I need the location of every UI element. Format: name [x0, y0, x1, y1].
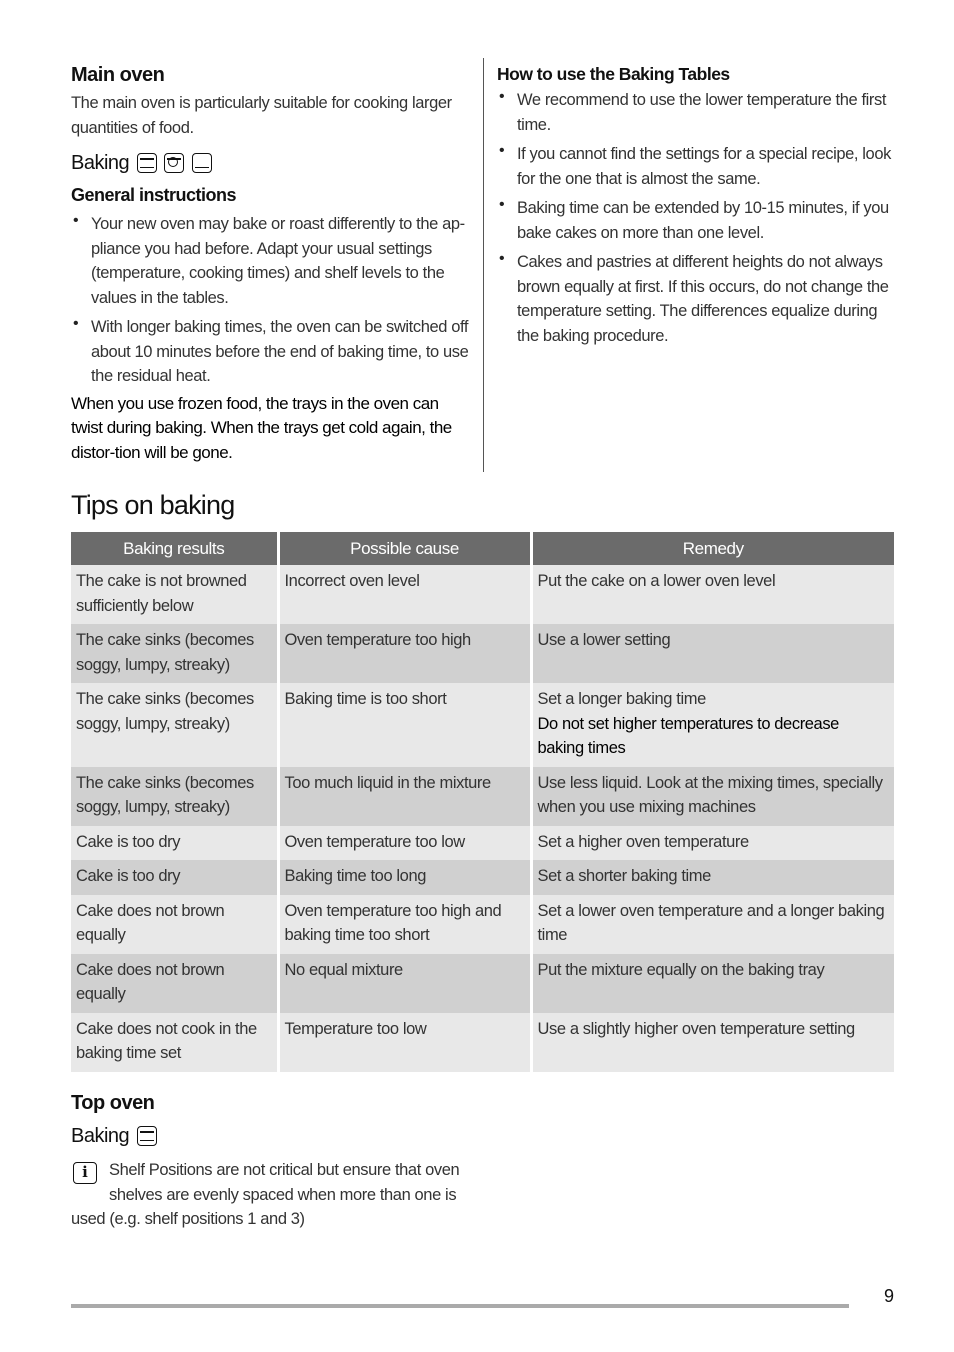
table-row — [71, 624, 894, 683]
main-oven-section — [71, 64, 471, 465]
table-header-row — [71, 532, 894, 565]
top-oven-baking-title: Baking — [71, 1125, 130, 1147]
result-cell: Cake does not brown equally — [71, 895, 278, 954]
result-cell: Cake is too dry — [71, 860, 278, 895]
table-row — [71, 895, 894, 954]
frozen-food-note: When you use frozen food, the trays in the oven can twist during baking. When the trays get cold again, the distor-tion will be gone. — [71, 393, 452, 462]
column-divider — [483, 58, 484, 472]
result-cell: The cake sinks (becomes soggy, lumpy, streaky) — [71, 767, 278, 826]
result-cell: The cake sinks (becomes soggy, lumpy, streaky) — [71, 683, 278, 767]
table-row — [71, 1013, 894, 1072]
result-cell: Cake does not cook in the baking time set — [71, 1013, 278, 1072]
table-row — [71, 565, 894, 624]
fan-oven-icon — [164, 153, 184, 173]
column-header: Possible cause — [278, 532, 531, 565]
result-cell: The cake is not browned sufficiently below — [71, 565, 278, 624]
remedy-cell: Put the cake on a lower oven level — [531, 565, 894, 624]
list-item: • With longer baking times, the oven can be switched off about 10 minutes before the end of baking time, to use the residual heat. — [73, 315, 469, 385]
footer-rule — [71, 1304, 849, 1308]
oven-top-bottom-heat-icon — [137, 153, 157, 173]
baking-heading — [71, 152, 471, 175]
list-item: • Baking time can be extended by 10-15 minutes, if you bake cakes on more than one level. — [499, 196, 889, 242]
remedy-cell: Set a higher oven temperature — [531, 826, 894, 861]
cause-cell: Oven temperature too high — [278, 624, 531, 683]
result-cell: The cake sinks (becomes soggy, lumpy, streaky) — [71, 624, 278, 683]
cause-cell: No equal mixture — [278, 954, 531, 1013]
tips-table — [71, 532, 894, 1072]
table-row — [71, 826, 894, 861]
remedy-warning: Do not set higher temperatures to decrease baking times — [537, 714, 839, 757]
oven-top-bottom-heat-icon — [137, 1126, 157, 1146]
how-to-section — [497, 64, 897, 353]
remedy-cell: Use less liquid. Look at the mixing times, specially when you use mixing machines — [531, 767, 894, 826]
remedy-cell: Use a lower setting — [531, 624, 894, 683]
remedy-cell: Use a slightly higher oven temperature setting — [531, 1013, 894, 1072]
column-header: Baking results — [71, 532, 278, 565]
list-item: • If you cannot find the settings for a special recipe, look for the one that is almost the same. — [499, 142, 891, 188]
how-to-title: How to use the Baking Tables — [497, 64, 730, 84]
top-oven-baking-heading — [71, 1125, 491, 1148]
result-cell: Cake does not brown equally — [71, 954, 278, 1013]
remedy-cell — [531, 683, 894, 767]
table-row — [71, 954, 894, 1013]
result-cell: Cake is too dry — [71, 826, 278, 861]
baking-title: Baking — [71, 152, 130, 174]
info-note — [71, 1158, 491, 1232]
bottom-heat-icon — [192, 153, 212, 173]
top-oven-title: Top oven — [71, 1092, 155, 1114]
cause-cell: Too much liquid in the mixture — [278, 767, 531, 826]
general-instructions-title: General instructions — [71, 185, 237, 205]
list-item: • Your new oven may bake or roast differently to the ap-pliance you had before. Adapt your usual settings (temperature, cooking times) and shelf levels to the values in the tables. — [73, 212, 465, 307]
table-row — [71, 683, 894, 767]
cause-cell: Oven temperature too low — [278, 826, 531, 861]
remedy-cell: Put the mixture equally on the baking tray — [531, 954, 894, 1013]
cause-cell: Baking time too long — [278, 860, 531, 895]
main-oven-intro: The main oven is particularly suitable for cooking larger quantities of food. — [71, 94, 452, 137]
main-oven-title: Main oven — [71, 64, 165, 86]
info-note-text: Shelf Positions are not critical but ensure that oven shelves are evenly spaced when more than one is used (e.g. shelf positions 1 and 3) — [71, 1161, 460, 1228]
cause-cell: Incorrect oven level — [278, 565, 531, 624]
table-row — [71, 767, 894, 826]
table-row — [71, 860, 894, 895]
bullet-icon: • — [499, 196, 505, 213]
how-to-list — [497, 88, 897, 348]
remedy-cell: Set a lower oven temperature and a longer baking time — [531, 895, 894, 954]
info-icon: i — [73, 1162, 97, 1184]
remedy-text: Set a longer baking time — [537, 690, 706, 708]
bullet-icon: • — [73, 315, 79, 332]
general-instructions-list — [71, 212, 471, 389]
column-header: Remedy — [531, 532, 894, 565]
bullet-icon: • — [73, 212, 79, 229]
cause-cell: Oven temperature too high and baking time too short — [278, 895, 531, 954]
bullet-icon: • — [499, 88, 505, 105]
list-item: • Cakes and pastries at different heights do not always brown equally at first. If this occurs, do not change the temperature setting. The differences equalize during the baking procedure. — [499, 250, 889, 345]
page-number: 9 — [884, 1286, 895, 1306]
remedy-cell: Set a shorter baking time — [531, 860, 894, 895]
cause-cell: Temperature too low — [278, 1013, 531, 1072]
bullet-icon: • — [499, 250, 505, 267]
top-oven-section — [71, 1092, 491, 1232]
cause-cell: Baking time is too short — [278, 683, 531, 767]
tips-title: Tips on baking — [71, 490, 235, 520]
bullet-icon: • — [499, 142, 505, 159]
list-item: • We recommend to use the lower temperature the first time. — [499, 88, 887, 134]
